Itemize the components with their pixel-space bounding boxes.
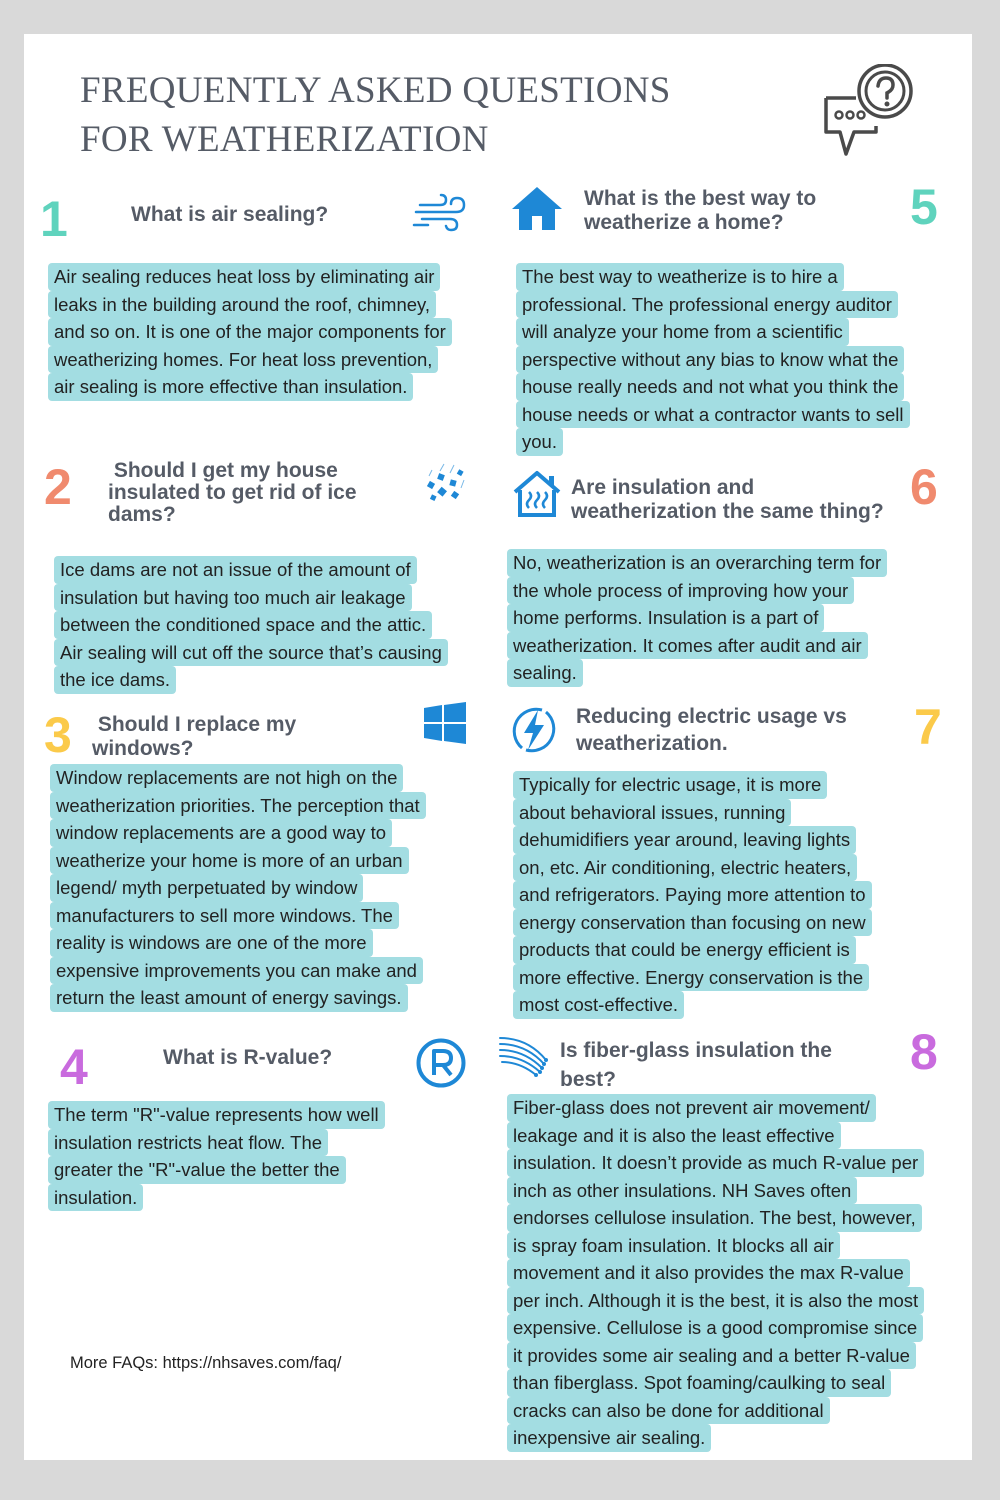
more-faqs-link[interactable]: More FAQs: https://nhsaves.com/faq/ (70, 1354, 342, 1372)
faq-8-answer (507, 1094, 924, 1452)
answer-line: Ice dams are not an issue of the amount of (54, 556, 417, 584)
answer-line: greater the "R"-value the better the (48, 1156, 346, 1184)
answer-line: weatherizing homes. For heat loss prevention, (48, 346, 438, 374)
faq-3-answer (50, 764, 426, 1012)
answer-line: the ice dams. (54, 666, 176, 694)
question-line: weatherize a home? (584, 211, 784, 234)
question-line: weatherization. (576, 732, 728, 755)
faq-2-answer (54, 556, 448, 694)
answer-line: The term "R"-value represents how well (48, 1101, 385, 1129)
answer-line: manufacturers to sell more windows. The (50, 902, 399, 930)
answer-line: on, etc. Air conditioning, electric heaters, (513, 854, 857, 882)
faq-6-question (571, 476, 884, 524)
answer-line: reality is windows are one of the more (50, 929, 373, 957)
faq-7-answer (513, 771, 872, 1019)
answer-line: weatherization. It comes after audit and air (507, 632, 868, 660)
question-line: Should I replace my (92, 713, 297, 736)
title-line-1: FREQUENTLY ASKED QUESTIONS (80, 70, 671, 111)
answer-line: the whole process of improving how your (507, 577, 854, 605)
answer-line: window replacements are a good way to (50, 819, 392, 847)
answer-line: leaks in the building around the roof, chimney, (48, 291, 436, 319)
faq-1-question (131, 203, 328, 227)
answer-line: energy conservation than focusing on new (513, 909, 872, 937)
answer-line: and so on. It is one of the major components for (48, 318, 452, 346)
answer-line: expensive. Cellulose is a good compromise since (507, 1314, 923, 1342)
question-line: Are insulation and (571, 476, 755, 499)
answer-line: products that could be energy efficient is (513, 936, 856, 964)
answer-line: The best way to weatherize is to hire a (516, 263, 844, 291)
faq-2-number: 2 (44, 459, 72, 515)
answer-line: weatherize your home is more of an urban (50, 847, 409, 875)
question-line: What is the best way to (584, 187, 817, 210)
faq-3-number: 3 (44, 707, 72, 763)
question-line: weatherization the same thing? (571, 500, 884, 523)
question-line: Should I get my house (108, 459, 338, 482)
faq-5-number: 5 (910, 179, 938, 235)
faq-6-answer (507, 549, 887, 687)
answer-line: insulation restricts heat flow. The (48, 1129, 328, 1157)
heated-house-icon (512, 470, 562, 518)
answer-line: will analyze your home from a scientific (516, 318, 849, 346)
question-line: Is fiber-glass insulation the (560, 1039, 832, 1062)
answer-line: return the least amount of energy savings. (50, 984, 408, 1012)
question-line: Reducing electric usage vs (576, 705, 847, 728)
answer-line: Air sealing reduces heat loss by eliminating air (48, 263, 440, 291)
faq-8-question (560, 1036, 832, 1094)
answer-line: weatherization priorities. The perception that (50, 792, 426, 820)
answer-line: insulation. (48, 1184, 143, 1212)
faq-chat-icon (822, 64, 918, 160)
answer-line: Window replacements are not high on the (50, 764, 403, 792)
answer-line: more effective. Energy conservation is the (513, 964, 869, 992)
answer-line: insulation but having too much air leakage (54, 584, 412, 612)
answer-line: house really needs and not what you think the (516, 373, 904, 401)
answer-line: professional. The professional energy auditor (516, 291, 898, 319)
answer-line: it provides some air sealing and a better R-value (507, 1342, 916, 1370)
question-line: What is air sealing? (131, 203, 329, 226)
answer-line: sealing. (507, 659, 583, 687)
answer-line: house needs or what a contractor wants to sell (516, 401, 910, 429)
faq-4-answer (48, 1101, 385, 1211)
question-line: What is R-value? (163, 1046, 333, 1069)
answer-line: between the conditioned space and the attic. (54, 611, 432, 639)
question-line: dams? (108, 503, 176, 526)
faq-7-number: 7 (914, 699, 942, 755)
answer-line: Air sealing will cut off the source that’s causing (54, 639, 448, 667)
answer-line: per inch. Although it is the best, it is also the most (507, 1287, 924, 1315)
answer-line: about behavioral issues, running (513, 799, 791, 827)
page-title (80, 66, 671, 164)
window-icon (424, 702, 466, 744)
faq-4-number: 4 (60, 1039, 88, 1095)
faq-2-question (108, 460, 357, 526)
wind-icon (412, 192, 470, 232)
question-line: insulated to get rid of ice (108, 481, 357, 504)
faq-5-question (584, 187, 816, 235)
lightning-icon (508, 704, 560, 756)
fiber-icon (498, 1034, 550, 1078)
ice-icon (424, 462, 468, 506)
answer-line: is spray foam insulation. It blocks all air (507, 1232, 840, 1260)
answer-line: and refrigerators. Paying more attention to (513, 881, 872, 909)
question-line: best? (560, 1068, 617, 1091)
answer-line: Fiber-glass does not prevent air movement/ (507, 1094, 876, 1122)
answer-line: insulation. It doesn’t provide as much R-value per (507, 1149, 924, 1177)
answer-line: endorses cellulose insulation. The best, however, (507, 1204, 922, 1232)
faq-5-answer (516, 263, 910, 456)
faq-1-answer (48, 263, 452, 401)
faq-3-question (92, 713, 296, 761)
answer-line: Typically for electric usage, it is more (513, 771, 827, 799)
answer-line: than fiberglass. Spot foaming/caulking to seal (507, 1369, 891, 1397)
answer-line: leakage and it is also the least effective (507, 1122, 841, 1150)
answer-line: home performs. Insulation is a part of (507, 604, 824, 632)
faq-4-question (163, 1046, 332, 1070)
faq-6-number: 6 (910, 459, 938, 515)
answer-line: air sealing is more effective than insulation. (48, 373, 413, 401)
faq-8-number: 8 (910, 1024, 938, 1080)
faq-1-number: 1 (40, 191, 68, 247)
answer-line: perspective without any bias to know what the (516, 346, 904, 374)
question-line: windows? (92, 737, 194, 760)
answer-line: No, weatherization is an overarching term for (507, 549, 887, 577)
answer-line: inexpensive air sealing. (507, 1424, 711, 1452)
answer-line: cracks can also be done for additional (507, 1397, 830, 1425)
answer-line: dehumidifiers year around, leaving lights (513, 826, 856, 854)
answer-line: movement and it also provides the max R-value (507, 1259, 910, 1287)
house-icon (510, 185, 564, 231)
answer-line: you. (516, 428, 563, 456)
faq-7-question (576, 703, 847, 757)
answer-line: expensive improvements you can make and (50, 957, 423, 985)
answer-line: legend/ myth perpetuated by window (50, 874, 363, 902)
answer-line: inch as other insulations. NH Saves often (507, 1177, 857, 1205)
registered-icon (415, 1037, 467, 1089)
answer-line: most cost-effective. (513, 991, 684, 1019)
title-line-2: FOR WEATHERIZATION (80, 119, 489, 160)
